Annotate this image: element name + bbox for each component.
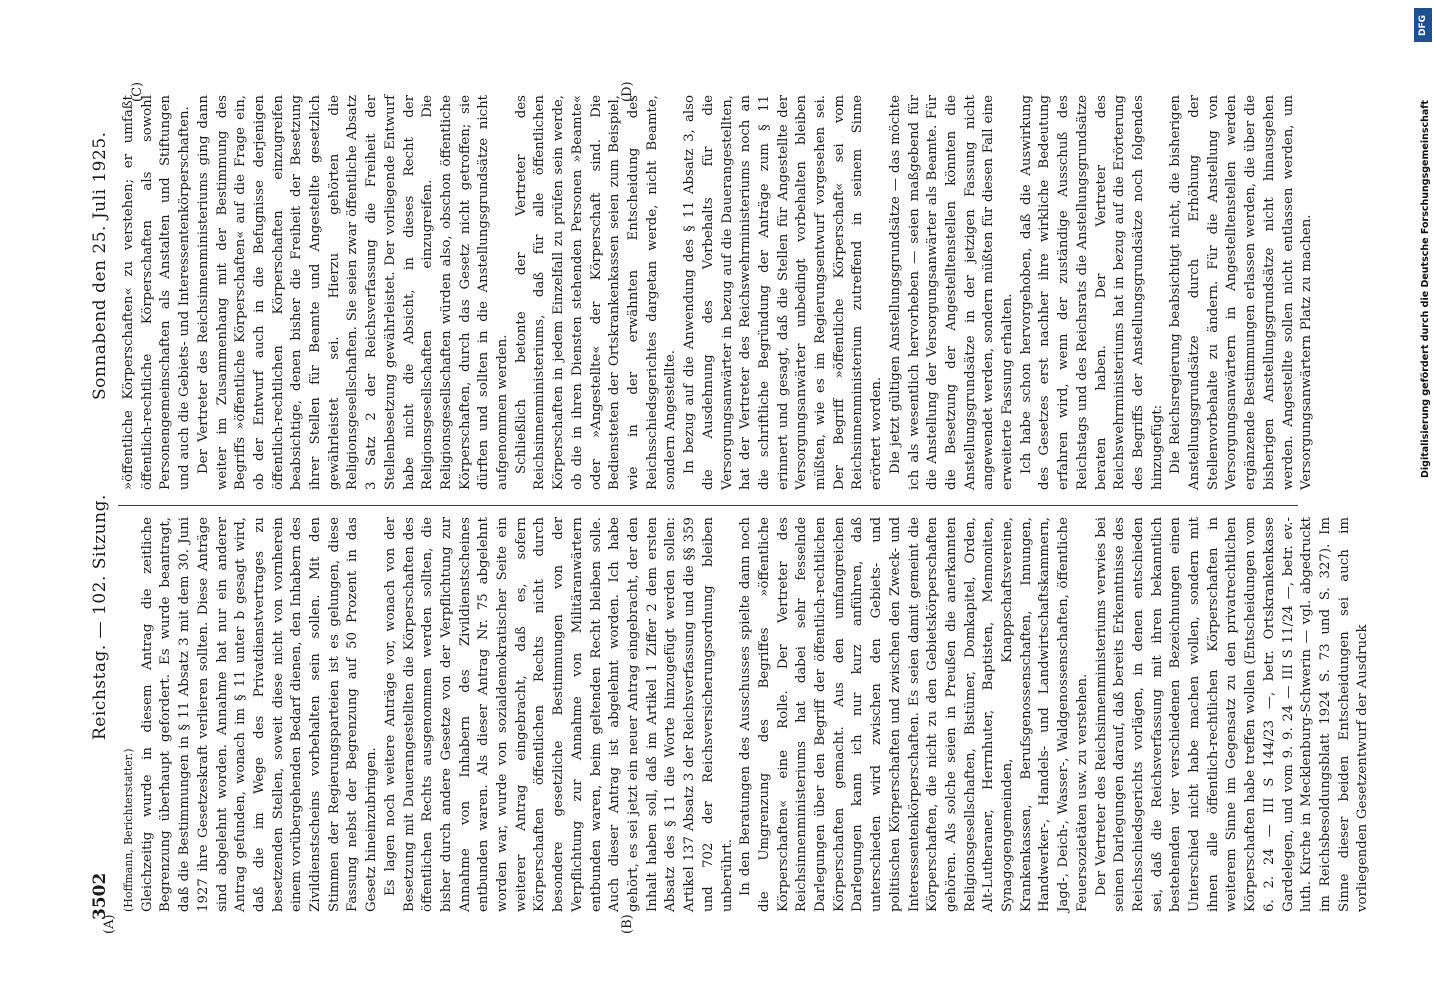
margin-mark-d: (D) [620, 81, 635, 102]
right-paragraph: Die jetzt gültigen Anstellungsgrundsätze — das möchte ich als wesentlich hervorheben — seien maßgebend für die Anstellung der Versorgungsanwärter als Beamte. Für die Besetzung der Angestelltenstellen könnten die Anstellungsgrundsätze in der jetzigen Fassung nicht angewendet werden, sondern müßten für diesen Fall eine erweiterte Fassung erhalten. [887, 95, 1016, 490]
right-paragraph: In bezug auf die Anwendung des § 11 Absatz 3, also die Ausdehnung des Vorbehalts für die Versorgungsanwärter in bezug auf die Dauerangestellten, hat der Vertreter des Reichswehrministeriums noch an die schriftliche Begründung der Anträge zum § 11 erinnert und gesagt, daß die Stellen für Angestellte der Versorgungsanwärter unbedingt vorbehalten bleiben müßten, wie es im Regierungsentwurf vorgesehen sei. Der Begriff »öffentliche Körperschaft« sei vom Reichsinnenministerium zutreffend in seinem Sinne erörtert worden. [682, 95, 885, 490]
rotated-page [80, 70, 1390, 934]
right-paragraph: Ich habe schon hervorgehoben, daß die Auswirkung des Gesetzes erst nachher ihre wirkliche Bedeutung erfahren wird, wenn der zuständige Ausschuß des Reichstags und des Reichsrats die Anstellungsgrundsätze beraten haben. Der Vertreter des Reichswehrministeriums hat in bezug auf die Erörterung des Begriffs der Anstellungsgrundsätze noch folgendes hinzugefügt: [1018, 95, 1165, 490]
speaker-label: (Hoffmann, Berichterstatter.) [122, 748, 135, 912]
dfg-logo-icon: DFG [1414, 8, 1432, 42]
right-paragraph: Der Vertreter des Reichsinnenministeriums ging dann weiter im Zusammenhang mit der Bestimmung des Begriffs »öffentliche Körperschaften« auf die Frage ein, ob der Entwurf auch in die Befugnisse derjenigen öffentlich-rechtlichen Körperschaften einzugreifen beabsichtige, denen bisher die Freiheit der Besetzung ihrer Stellen für Beamte und Angestellte gesetzlich gewährleistet sei. Hierzu gehörten die Religionsgesellschaften. Sie seien zwar öffentliche Absatz 3 Satz 2 der Reichsverfassung die Freiheit der Stellenbesetzung gewährleistet. Der vorliegende Entwurf habe nicht die Absicht, in dieses Recht der Religionsgesellschaften einzugreifen. Die Religionsgesellschaften würden also, obschon öffentliche Körperschaften, durch das Gesetz nicht getroffen; sie dürften und sollten in die Anstellungsgrundsätze nicht aufgenommen werden. [195, 95, 511, 490]
margin-mark-b: (B) [620, 914, 635, 934]
right-column [120, 95, 1315, 490]
left-paragraph: Es lagen noch weitere Anträge vor, wonach von der Besetzung mit Dauerangestellten die Körperschaften des öffentlichen Rechts ausgenommen werden sollten, die bisher durch andere Gesetze von der Verpflichtung zur Annahme von Inhabern des Zivildienstscheines entbunden waren. Als dieser Antrag Nr. 75 abgelehnt worden war, wurde von sozialdemokratischer Seite ein weiterer Antrag eingebracht, daß es, sofern Körperschaften öffentlichen Rechts nicht durch besondere gesetzliche Bestimmungen von der Verpflichtung zur Annahme von Militäranwärtern entbunden waren, beim geltenden Recht bleiben solle. Auch dieser Antrag ist abgelehnt worden. Ich habe gehört, es sei jetzt ein neuer Antrag eingebracht, der den Inhalt haben soll, daß im Artikel 1 Ziffer 2 dem ersten Absatz des § 11 die Worte hinzugefügt werden sollen: Artikel 137 Absatz 3 der Reichsverfassung und die §§ 359 und 702 der Reichsversicherungsordnung bleiben unberührt. [382, 517, 735, 912]
session-title: Reichstag. — 102. Sitzung. [90, 494, 110, 740]
left-paragraph: In den Beratungen des Ausschusses spielte dann noch die Umgrenzung des Begriffes »öffentliche Körperschaften« eine Rolle. Der Vertreter des Reichsinnenministeriums hat dabei sehr fesselnde Darlegungen über den Begriff der öffentlich-rechtlichen Körperschaften gemacht. Aus den umfangreichen Darlegungen kann ich nur kurz anführen, daß unterschieden wird zwischen den Gebiets- und politischen Körperschaften und zwischen den Zweck- und Interessentenkörperschaften. Es seien damit gemeint die Körperschaften, die nicht zu den Gebietskörperschaften gehören. Als solche seien in Preußen die anerkannten Religionsgesellschaften, Bistümer, Domkapitel, Orden, Alt-Lutheraner, Herrnhuter, Baptisten, Mennoniten, Synagogengemeinden, Knappschaftsvereine, Krankenkassen, Berufsgenossenschaften, Innungen, Handwerker-, Handels- und Landwirtschaftskammern, Jagd-, Deich-, Wasser-, Waldgenossenschaften, öffentliche Feuersozietäten usw. zu verstehen. [738, 517, 1090, 912]
column-divider [118, 505, 1298, 506]
margin-mark-c: (C) [130, 81, 145, 102]
funding-credit [1410, 8, 1434, 478]
page-header [90, 80, 116, 920]
right-paragraph: Die Reichsregierung beabsichtigt nicht, die bisherigen Anstellungsgrundsätze durch Erhöhung der Stellenvorbehalte zu ändern. Für die Anstellung von Versorgungsanwärtern in Angestelltenstellen werden ergänzende Bestimmungen erlassen werden, die über die bisherigen Anstellungsgrundsätze nicht hinausgehen werden. Angestellte sollen nicht entlassen werden, um Versorgungsanwärtern Platz zu machen. [1168, 95, 1315, 490]
left-column [120, 517, 1371, 912]
right-paragraph: »öffentliche Körperschaften« zu verstehen; er umfaßt öffentlich-rechtliche Körperschaften als sowohl Personengemeinschaften als Anstalten und Stiftungen und auch die Gebiets- und Interessentenkörperschaften. [121, 95, 193, 490]
left-paragraph: Der Vertreter des Reichsinnenministeriums verwies bei seinen Darlegungen darauf, daß bereits Erkenntnisse des Reichsschiedsgerichts vorlägen, in denen entschieden sei, daß die Reichsverfassung mit ihren bekanntlich bestehenden vier verschiedenen Bezeichnungen einen Unterschied nicht habe machen wollen, sondern mit ihnen alle öffentlich-rechtlichen Körperschaften in weiterem Sinne im Gegensatz zu den privatrechtlichen Körperschaften habe treffen wollen (Entscheidungen vom 6. 2. 24 — III S 144/23 —, betr. Ortskrankenkasse Gardelegen, und vom 9. 9. 24 — III S 11/24 —, betr. ev.-luth. Kirche in Mecklenburg-Schwerin — vgl. abgedruckt im Reichsbesoldungsblatt 1924 S. 73 und S. 327). Im Sinne dieser beiden Entscheidungen sei auch im vorliegenden Gesetzentwurf der Ausdruck [1093, 517, 1371, 912]
right-paragraph: Schließlich betonte der Vertreter des Reichsinnenministeriums, daß für alle öffentlichen Körperschaften in jedem Einzelfall zu prüfen sein werde, ob die in ihren Diensten stehenden Personen »Beamte« oder »Angestellte« der Körperschaft sind. Die Bediensteten der Ortskrankenkassen seien zum Beispiel, wie in der erwähnten Entscheidung des Reichsschiedsgerichtes dargetan werde, nicht Beamte, sondern Angestellte. [513, 95, 679, 490]
margin-mark-a: (A) [102, 914, 117, 934]
page-number: 3502 [90, 872, 110, 920]
funding-credit-text: Digitalisierung gefördert durch die Deutsche Forschungsgemeinschaft [1420, 100, 1431, 478]
left-paragraph: Gleichzeitig wurde in diesem Antrag die zeitliche Begrenzung überhaupt gefordert. Es wurde beantragt, daß die Bestimmungen in § 11 Absatz 3 mit dem 30. Juni 1927 ihre Gesetzeskraft verlieren sollten. Diese Anträge sind abgelehnt worden. Annahme hat nur ein anderer Antrag gefunden, wonach im § 11 unter b gesagt wird, daß die im Wege des Privatdienstvertrages zu besetzenden Stellen, soweit diese nicht von vornherein einem vorübergehenden Bedarf dienen, den Inhabern des Zivildienstscheins vorbehalten sein sollen. Mit den Stimmen der Regierungsparteien ist es gelungen, diese Fassung nebst der Begrenzung auf 50 Prozent in das Gesetz hineinzubringen. [139, 517, 380, 912]
session-date: Sonnabend den 25. Juli 1925. [90, 131, 110, 400]
